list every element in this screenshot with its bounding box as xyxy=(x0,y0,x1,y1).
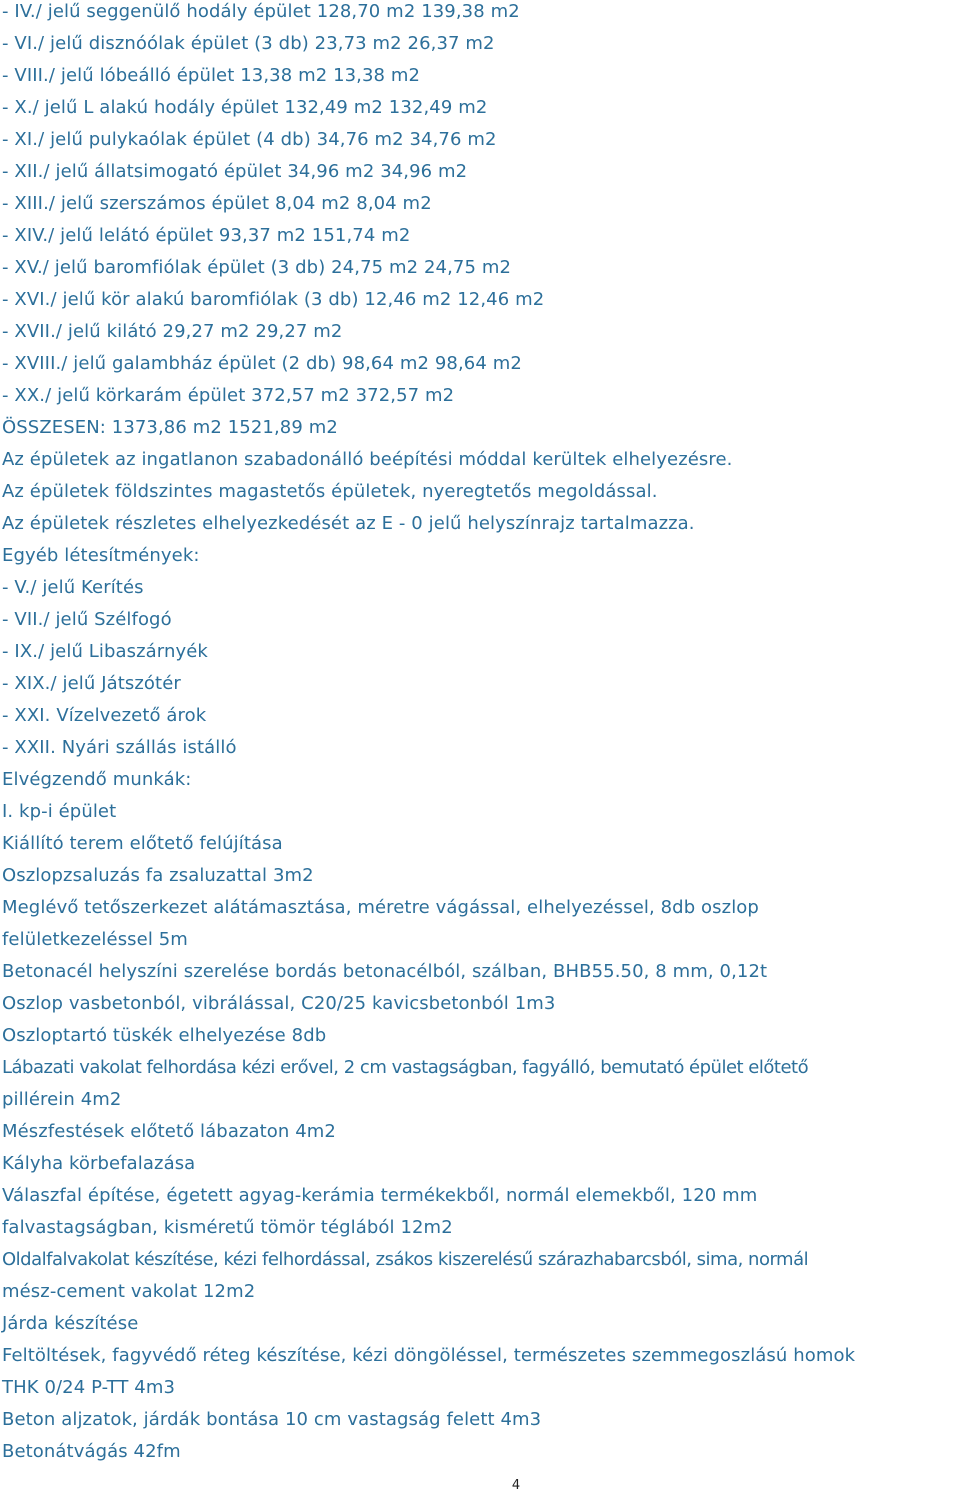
work-line: mész-cement vakolat 12m2 xyxy=(2,1281,256,1302)
building-line: - XVI./ jelű kör alakú baromfiólak (3 db) 12,46 m2 12,46 m2 xyxy=(2,289,545,310)
work-line: Betonacél helyszíni szerelése bordás betonacélból, szálban, BHB55.50, 8 mm, 0,12t xyxy=(2,961,768,982)
work-line: Járda készítése xyxy=(2,1313,139,1334)
work-line: I. kp-i épület xyxy=(2,801,117,822)
building-line: - XI./ jelű pulykaólak épület (4 db) 34,76 m2 34,76 m2 xyxy=(2,129,497,150)
work-line: Mészfestések előtető lábazaton 4m2 xyxy=(2,1121,336,1142)
facility-line: - IX./ jelű Libaszárnyék xyxy=(2,641,208,662)
work-line: Oldalfalvakolat készítése, kézi felhordással, zsákos kiszerelésű szárazhabarcsból, sima, normál xyxy=(2,1249,809,1270)
building-line: - XIV./ jelű lelátó épület 93,37 m2 151,74 m2 xyxy=(2,225,411,246)
work-line: Kiállító terem előtető felújítása xyxy=(2,833,283,854)
work-line: Lábazati vakolat felhordása kézi erővel, 2 cm vastagságban, fagyálló, bemutató épület előtető xyxy=(2,1057,809,1078)
work-line: Beton aljzatok, járdák bontása 10 cm vastagság felett 4m3 xyxy=(2,1409,542,1430)
building-line: - XIII./ jelű szerszámos épület 8,04 m2 8,04 m2 xyxy=(2,193,432,214)
work-line: Oszlopzsaluzás fa zsaluzattal 3m2 xyxy=(2,865,314,886)
work-line: Meglévő tetőszerkezet alátámasztása, méretre vágással, elhelyezéssel, 8db oszlop xyxy=(2,897,759,918)
section-heading: Elvégzendő munkák: xyxy=(2,769,192,790)
facility-line: - XIX./ jelű Játszótér xyxy=(2,673,181,694)
work-line: felületkezeléssel 5m xyxy=(2,929,188,950)
building-line: - XV./ jelű baromfiólak épület (3 db) 24,75 m2 24,75 m2 xyxy=(2,257,512,278)
work-line: Válaszfal építése, égetett agyag-kerámia termékekből, normál elemekből, 120 mm xyxy=(2,1185,758,1206)
building-line: - IV./ jelű seggenülő hodály épület 128,70 m2 139,38 m2 xyxy=(2,1,520,22)
facility-line: - VII./ jelű Szélfogó xyxy=(2,609,172,630)
paragraph-line: Az épületek részletes elhelyezkedését az E - 0 jelű helyszínrajz tartalmazza. xyxy=(2,513,695,534)
paragraph-line: Az épületek az ingatlanon szabadonálló beépítési móddal kerültek elhelyezésre. xyxy=(2,449,733,470)
paragraph-line: Az épületek földszintes magastetős épületek, nyeregtetős megoldással. xyxy=(2,481,658,502)
work-line: Oszlop vasbetonból, vibrálással, C20/25 kavicsbetonból 1m3 xyxy=(2,993,556,1014)
building-line: - VI./ jelű disznóólak épület (3 db) 23,73 m2 26,37 m2 xyxy=(2,33,495,54)
building-line: - XX./ jelű körkarám épület 372,57 m2 372,57 m2 xyxy=(2,385,455,406)
building-line: - X./ jelű L alakú hodály épület 132,49 m2 132,49 m2 xyxy=(2,97,488,118)
page-number: 4 xyxy=(511,1478,521,1493)
facility-line: - XXII. Nyári szállás istálló xyxy=(2,737,237,758)
section-heading: Egyéb létesítmények: xyxy=(2,545,200,566)
total-line: ÖSSZESEN: 1373,86 m2 1521,89 m2 xyxy=(2,417,338,438)
work-line: falvastagságban, kisméretű tömör téglából 12m2 xyxy=(2,1217,453,1238)
work-line: THK 0/24 P-TT 4m3 xyxy=(2,1377,176,1398)
work-line: Kályha körbefalazása xyxy=(2,1153,196,1174)
building-line: - XVIII./ jelű galambház épület (2 db) 98,64 m2 98,64 m2 xyxy=(2,353,522,374)
work-line: pillérein 4m2 xyxy=(2,1089,122,1110)
facility-line: - XXI. Vízelvezető árok xyxy=(2,705,207,726)
building-line: - VIII./ jelű lóbeálló épület 13,38 m2 13,38 m2 xyxy=(2,65,421,86)
work-line: Betonátvágás 42fm xyxy=(2,1441,181,1462)
facility-line: - V./ jelű Kerítés xyxy=(2,577,144,598)
work-line: Feltöltések, fagyvédő réteg készítése, kézi döngöléssel, természetes szemmegoszlású homok xyxy=(2,1345,856,1366)
document-text xyxy=(2,0,958,1468)
building-line: - XII./ jelű állatsimogató épület 34,96 m2 34,96 m2 xyxy=(2,161,468,182)
building-line: - XVII./ jelű kilátó 29,27 m2 29,27 m2 xyxy=(2,321,343,342)
work-line: Oszloptartó tüskék elhelyezése 8db xyxy=(2,1025,327,1046)
